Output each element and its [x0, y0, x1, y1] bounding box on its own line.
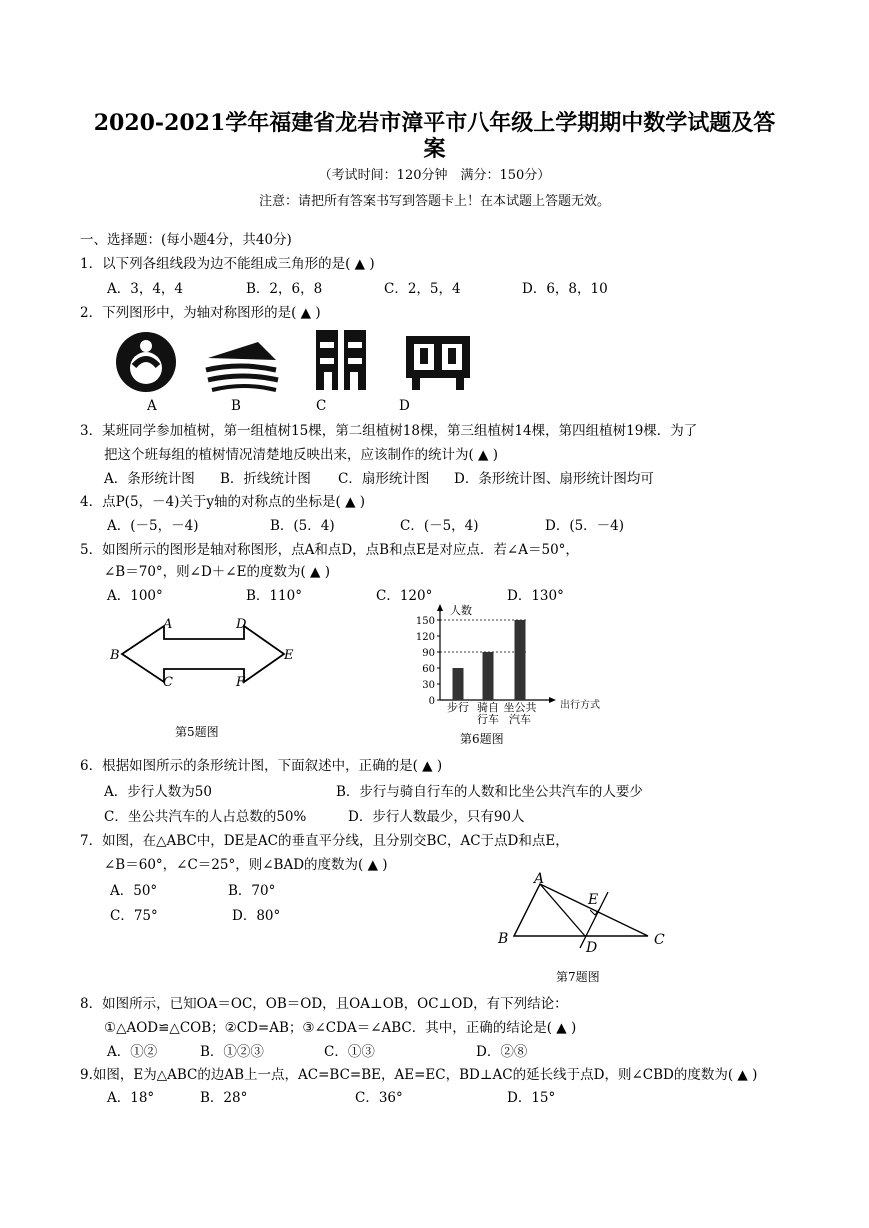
q7-option-b: B．70° — [228, 883, 276, 899]
q6-option-d: D．步行人数最少，只有90人 — [348, 809, 525, 825]
q3-option-a: A．条形统计图 — [104, 471, 195, 487]
q9-option-d: D．15° — [507, 1090, 556, 1106]
q5-label-e: E — [284, 648, 294, 663]
q4-option-c: C．(－5，4) — [400, 518, 479, 534]
q5-stem-line2: ∠B＝70°，则∠D＋∠E的度数为( ▲ ) — [104, 564, 330, 580]
q8-option-c: C．①③ — [324, 1044, 375, 1060]
x-tick-label-0: 步行 — [447, 701, 469, 714]
q2-label-c: C — [316, 398, 327, 414]
q1-option-b: B．2，6，8 — [246, 281, 323, 297]
q2-label-a: A — [147, 398, 157, 414]
q9-option-c: C．36° — [355, 1090, 403, 1106]
x-tick-label-2-line2: 汽车 — [509, 713, 531, 726]
q6-figure-caption: 第6题图 — [460, 732, 504, 746]
exam-info: （考试时间：120分钟 满分：150分） — [318, 168, 551, 183]
q5-label-c: C — [163, 675, 173, 690]
q5-label-b: B — [110, 648, 120, 663]
chart-xlabel: 出行方式 — [560, 700, 600, 711]
q7-label-a: A — [534, 871, 545, 887]
q5-option-b: B．110° — [246, 588, 302, 604]
paper-title-line1: 2020-2021学年福建省龙岩市漳平市八年级上学期期中数学试题及答 — [93, 110, 776, 136]
notice: 注意：请把所有答案书写到答题卡上！在本试题上答题无效。 — [258, 194, 610, 209]
paper-title-line2: 案 — [423, 136, 446, 162]
bar-1 — [483, 652, 494, 700]
q7-stem-line2: ∠B＝60°，∠C＝25°，则∠BAD的度数为( ▲ ) — [104, 857, 388, 873]
figure-a-logo — [116, 332, 176, 392]
triangle-abc — [514, 884, 648, 936]
q5-label-d: D — [236, 617, 247, 632]
q8-stem-line2: ①△AOD≌△COB；②CD=AB；③∠CDA＝∠ABC．其中，正确的结论是( ▲ ) — [104, 1020, 577, 1036]
q2-label-b: B — [231, 398, 241, 414]
q1-option-a: A．3，4，4 — [107, 281, 184, 297]
q3-option-d: D．条形统计图、扇形统计图均可 — [454, 471, 654, 487]
q3-stem-line2: 把这个班每组的植树情况清楚地反映出来，应该制作的统计为( ▲ ) — [104, 447, 498, 463]
q4-option-a: A．(－5，－4) — [107, 518, 199, 534]
figure-b-ship-logo — [206, 342, 278, 390]
q5-figure-caption: 第5题图 — [175, 725, 219, 739]
q6-option-b: B．步行与骑自行车的人数和比坐公共汽车的人要少 — [336, 784, 643, 800]
q9-option-a: A．18° — [107, 1090, 155, 1106]
q5-option-a: A．100° — [107, 588, 163, 604]
y-tick-label-5: 150 — [415, 616, 435, 627]
q7-figure — [494, 866, 676, 960]
q9-option-b: B．28° — [200, 1090, 248, 1106]
q8-stem-line1: 8．如图所示，已知OA＝OC，OB＝OD，且OA⊥OB，OC⊥OD，有下列结论： — [80, 996, 568, 1012]
q3-option-c: C．扇形统计图 — [338, 471, 430, 487]
x-tick-label-1-line2: 行车 — [477, 713, 499, 726]
y-tick-label-4: 120 — [415, 632, 435, 643]
q7-option-a: A．50° — [110, 883, 158, 899]
q3-stem-line1: 3．某班同学参加植树，第一组植树15棵，第二组植树18棵，第三组植树14棵，第四组植树19棵．为了 — [80, 423, 698, 439]
q5-stem-line1: 5．如图所示的图形是轴对称图形，点A和点D，点B和点E是对应点．若∠A＝50°， — [80, 542, 579, 558]
q8-option-b: B．①②③ — [200, 1044, 264, 1060]
q7-option-d: D．80° — [232, 908, 281, 924]
q6-option-c: C．坐公共汽车的人占总数的50% — [104, 809, 307, 825]
q5-figure — [108, 612, 308, 692]
q5-option-c: C．120° — [376, 588, 433, 604]
y-tick-label-1: 30 — [422, 680, 435, 691]
section-heading: 一、选择题：(每小题4分，共40分) — [80, 232, 292, 248]
q2-label-d: D — [399, 398, 410, 414]
q5-label-f: F — [236, 675, 246, 690]
q7-label-d: D — [586, 940, 598, 956]
figure-c-symbol — [316, 330, 366, 390]
segment-ad — [540, 884, 585, 936]
q7-figure-caption: 第7题图 — [556, 970, 600, 984]
double-arrow-shape — [122, 626, 284, 682]
q1-option-d: D．6，8，10 — [522, 281, 608, 297]
q7-label-b: B — [498, 931, 509, 947]
q7-label-e: E — [588, 892, 599, 908]
x-tick-label-1: 骑自 — [477, 701, 499, 714]
chart-ylabel: 人数 — [450, 604, 472, 617]
q7-option-c: C．75° — [110, 908, 158, 924]
q6-option-a: A．步行人数为50 — [104, 784, 212, 800]
bar-0 — [453, 668, 464, 700]
bar-2 — [515, 620, 526, 700]
y-tick-label-0: 0 — [428, 696, 435, 707]
x-tick-label-2: 坐公共 — [503, 701, 537, 714]
q6-stem: 6．根据如图所示的条形统计图，下面叙述中，正确的是( ▲ ) — [80, 758, 443, 774]
q3-option-b: B．折线统计图 — [220, 471, 311, 487]
q9-stem: 9.如图，E为△ABC的边AB上一点，AC=BC=BE，AE=EC，BD⊥AC的延长线于点D，则∠CBD的度数为( ▲ ) — [80, 1067, 758, 1083]
q7-label-c: C — [654, 932, 665, 948]
q1-option-c: C．2，5，4 — [384, 281, 461, 297]
q5-label-a: A — [163, 617, 173, 632]
figure-d-symbol — [406, 336, 470, 390]
chart-y-arrow — [437, 604, 443, 611]
q5-option-d: D．130° — [507, 588, 564, 604]
chart-x-arrow — [549, 697, 556, 703]
q7-stem-line1: 7．如图，在△ABC中，DE是AC的垂直平分线，且分别交BC，AC于点D和点E， — [80, 833, 569, 849]
q1-stem: 1．以下列各组线段为边不能组成三角形的是( ▲ ) — [80, 256, 375, 272]
q2-stem: 2．下列图形中，为轴对称图形的是( ▲ ) — [80, 305, 321, 321]
q8-option-d: D．②⑧ — [476, 1044, 528, 1060]
q4-stem: 4．点P(5，－4)关于y轴的对称点的坐标是( ▲ ) — [80, 494, 366, 510]
y-tick-label-2: 60 — [422, 664, 435, 675]
q4-option-b: B．(5．4) — [270, 518, 335, 534]
q8-option-a: A．①② — [107, 1044, 158, 1060]
q4-option-d: D．(5．－4) — [545, 518, 625, 534]
y-tick-label-3: 90 — [422, 648, 435, 659]
q6-bar-chart — [410, 604, 620, 726]
q2-figures — [104, 322, 496, 396]
